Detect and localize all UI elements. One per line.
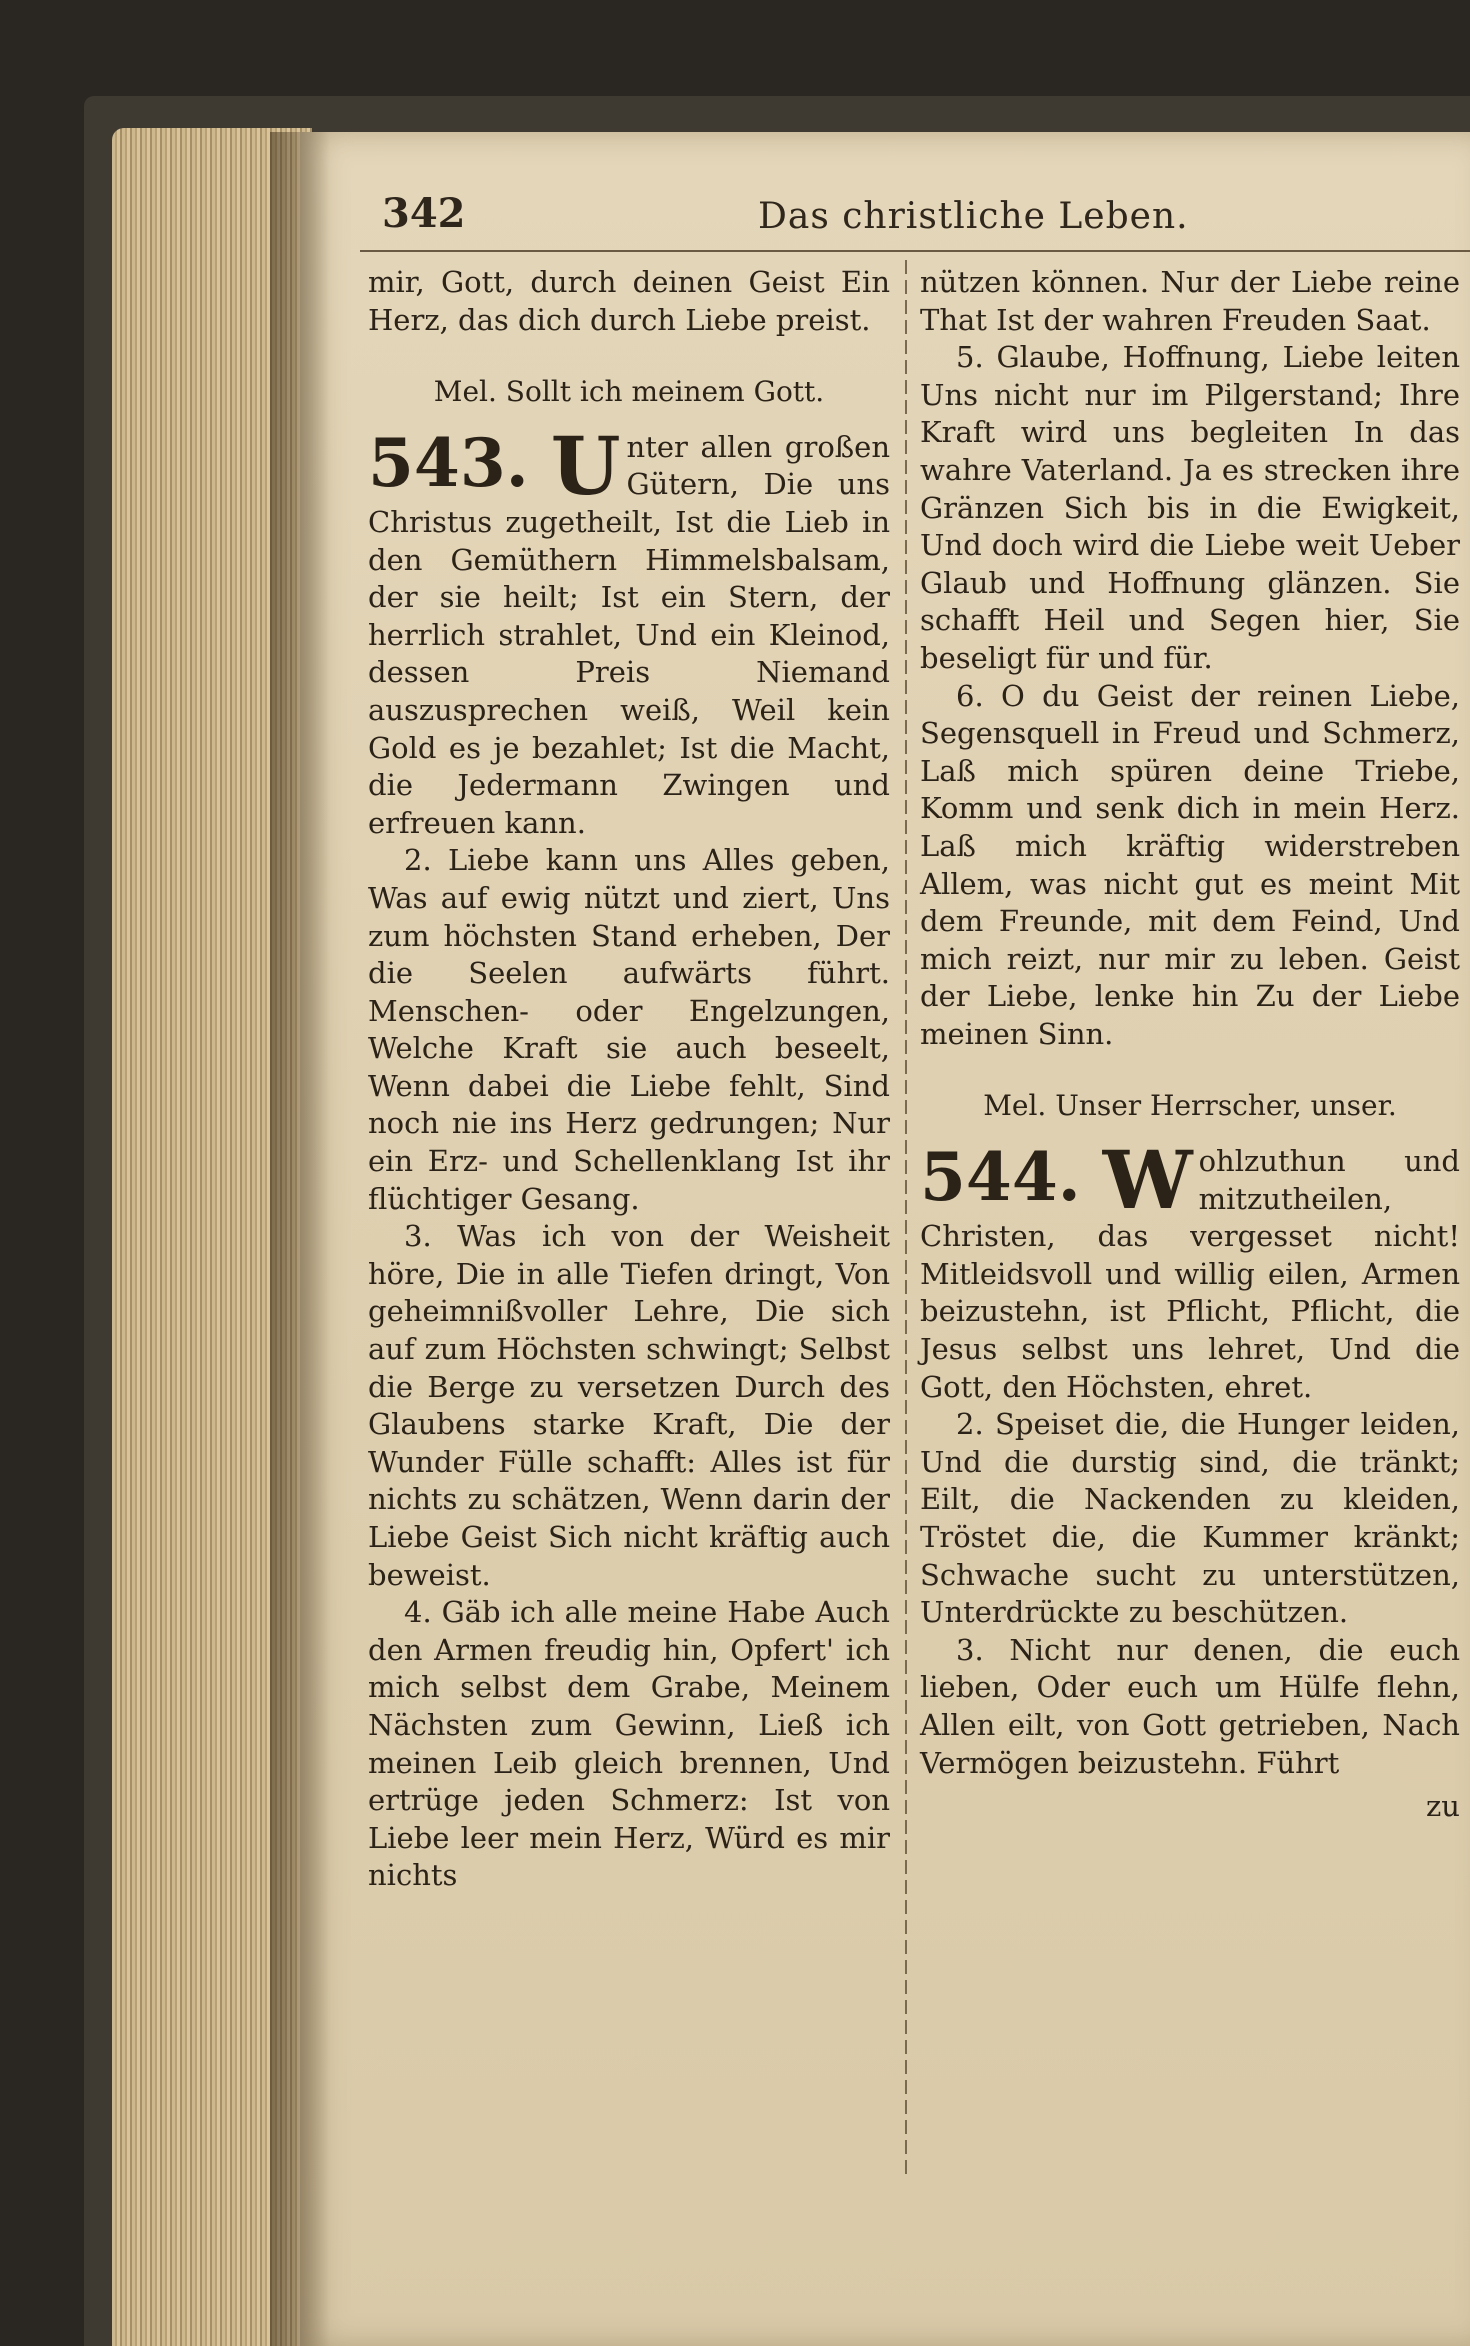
page-number: 342: [382, 190, 466, 237]
hymn-number: 544.: [920, 1138, 1081, 1217]
stanza-6: 6. O du Geist der reinen Liebe, Segensquell in Freud und Schmerz, Laß mich spüren deine Triebe, Komm und senk dich in mein Herz. Laß mich kräftig widerstreben Allem, was nicht gut es meint Mit dem Freunde, mit dem Feind, Und mich reizt, nur mir zu leben. Geist der Liebe, lenke hin Zu der Liebe meinen Sinn.: [920, 678, 1460, 1051]
stanza-1: ohlzuthun und mitzutheilen, Christen, das vergesset nicht! Mitleidsvoll und willig eilen, Armen beizustehn, ist Pflicht, Pflicht, die Jesus selbst uns lehret, Und die Gott, den Höchsten, ehret.: [920, 1144, 1460, 1404]
drop-cap: U: [550, 418, 621, 513]
hymn-number: 543.: [368, 423, 529, 502]
book-page: [300, 132, 1470, 2346]
hymn-544: [920, 1133, 1460, 1406]
gutter-shadow: [270, 132, 330, 2346]
continuation-text: nützen können. Nur der Liebe reine That Ist der wahren Freuden Saat.: [920, 265, 1460, 337]
stanza-4: 4. Gäb ich alle meine Habe Auch den Armen freudig hin, Opfert' ich mich selbst dem Grabe, Meinem Nächsten zum Gewinn, Ließ ich meinen Leib gleich brennen, Und ertrüge jeden Schmerz: Ist von Liebe leer mein Herz, Würd es mir nichts: [368, 1595, 890, 1893]
stanza-3: 3. Nicht nur denen, die euch lieben, Oder euch um Hülfe flehn, Allen eilt, von Gott getrieben, Nach Vermögen beizustehn. Führt: [920, 1632, 1460, 1780]
stanza-2: 2. Liebe kann uns Alles geben, Was auf ewig nützt und ziert, Uns zum höchsten Stand erheben, Der die Seelen aufwärts führt. Menschen- oder Engelzungen, Welche Kraft sie auch beseelt, Wenn dabei die Liebe fehlt, Sind noch nie ins Herz gedrungen; Nur ein Erz- und Schellenklang Ist ihr flüchtiger Gesang.: [368, 843, 890, 1216]
stanza-3: 3. Was ich von der Weisheit höre, Die in alle Tiefen dringt, Von geheimnißvoller Lehre, Die sich auf zum Höchsten schwingt; Selbst die Berge zu versetzen Durch des Glaubens starke Kraft, Die der Wunder Fülle schafft: Alles ist für nichts zu schätzen, Wenn darin der Liebe Geist Sich nicht kräftig auch beweist.: [368, 1219, 890, 1592]
left-column: [368, 264, 890, 1895]
running-title: Das christliche Leben.: [758, 196, 1189, 237]
stanza-5: 5. Glaube, Hoffnung, Liebe leiten Uns nicht nur im Pilgerstand; Ihre Kraft wird uns begleiten In das wahre Vaterland. Ja es strecken ihre Gränzen Sich bis in die Ewigkeit, Und doch wird die Liebe weit Ueber Glaub und Hoffnung glänzen. Sie schafft Heil und Segen hier, Sie beseligt für und für.: [920, 340, 1460, 675]
catchword: zu: [1426, 1789, 1460, 1824]
page-header: [300, 190, 1470, 260]
hymn-543: [368, 418, 890, 843]
drop-cap: W: [1102, 1133, 1193, 1228]
header-rule: [360, 250, 1470, 252]
stanza-1: nter allen großen Gütern, Die uns Christus zugetheilt, Ist die Lieb in den Gemüthern Himmelsbalsam, der sie heilt; Ist ein Stern, der herrlich strahlet, Und ein Kleinod, dessen Preis Niemand auszusprechen weiß, Weil kein Gold es je bezahlet; Ist die Macht, die Jedermann Zwingen und erfreuen kann.: [368, 429, 890, 840]
melody-line: Mel. Sollt ich meinem Gott.: [433, 375, 825, 409]
continuation-text: mir, Gott, durch deinen Geist Ein Herz, das dich durch Liebe preist.: [368, 265, 890, 337]
stanza-2: 2. Speiset die, die Hunger leiden, Und die durstig sind, die tränkt; Eilt, die Nackenden zu kleiden, Tröstet die, die Kummer kränkt; Schwache sucht zu unterstützen, Unterdrückte zu beschützen.: [920, 1407, 1460, 1630]
right-column: [920, 264, 1460, 1826]
melody-line: Mel. Unser Herrscher, unser.: [983, 1089, 1397, 1123]
column-divider: [905, 260, 907, 2180]
